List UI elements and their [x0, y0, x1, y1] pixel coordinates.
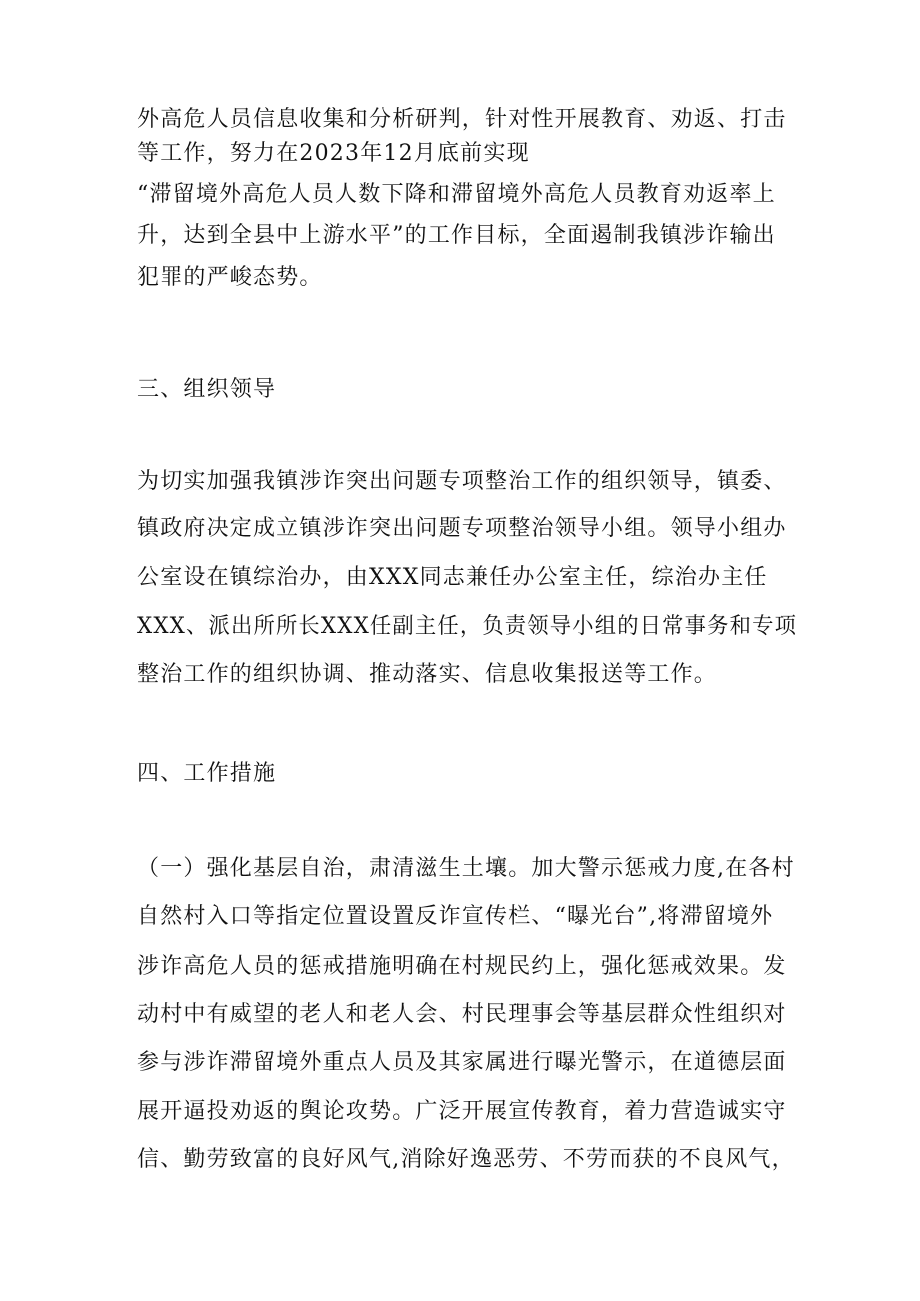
section4-line-6: 展开逼投劝返的舆论攻势。广泛开展宣传教育，着力营造诚实守: [137, 1099, 787, 1124]
section-heading-measures: 四、工作措施: [137, 761, 277, 786]
section3-line-3: 公室设在镇综治办，由XXX同志兼任办公室主任，综治办主任: [137, 565, 768, 590]
section4-line-5: 参与涉诈滞留境外重点人员及其家属进行曝光警示，在道德层面: [137, 1050, 787, 1075]
intro-line-3: “滞留境外高危人员人数下降和滞留境外高危人员教育劝返率上: [137, 182, 776, 207]
section3-line-5: 整治工作的组织协调、推动落实、信息收集报送等工作。: [137, 662, 718, 687]
intro-line-2: 等工作，努力在2023年12月底前实现: [137, 141, 530, 166]
section4-line-4: 动村中有威望的老人和老人会、村民理事会等基层群众性组织对: [137, 1002, 787, 1027]
intro-line-1: 外高危人员信息收集和分析研判，针对性开展教育、劝返、打击: [137, 107, 787, 132]
section4-line-7: 信、勤劳致富的良好风气,消除好逸恶劳、不劳而获的不良风气，: [137, 1147, 795, 1172]
section-heading-organization: 三、组织领导: [137, 377, 277, 402]
section3-line-2: 镇政府决定成立镇涉诈突出问题专项整治领导小组。领导小组办: [137, 516, 787, 541]
section3-line-1: 为切实加强我镇涉诈突出问题专项整治工作的组织领导，镇委、: [137, 469, 787, 494]
section4-line-1: （一）强化基层自治，肃清滋生土壤。加大警示惩戒力度,在各村: [137, 856, 795, 881]
section4-line-3: 涉诈高危人员的惩戒措施明确在村规民约上，强化惩戒效果。发: [137, 954, 787, 979]
intro-line-5: 犯罪的严峻态势。: [137, 265, 323, 290]
intro-line-4: 升，达到全县中上游水平”的工作目标，全面遏制我镇涉诈输出: [137, 223, 776, 248]
section4-line-2: 自然村入口等指定位置设置反诈宣传栏、“曝光台”,将滞留境外: [137, 904, 774, 929]
section3-line-4: XXX、派出所所长XXX任副主任，负责领导小组的日常事务和专项: [137, 614, 798, 639]
